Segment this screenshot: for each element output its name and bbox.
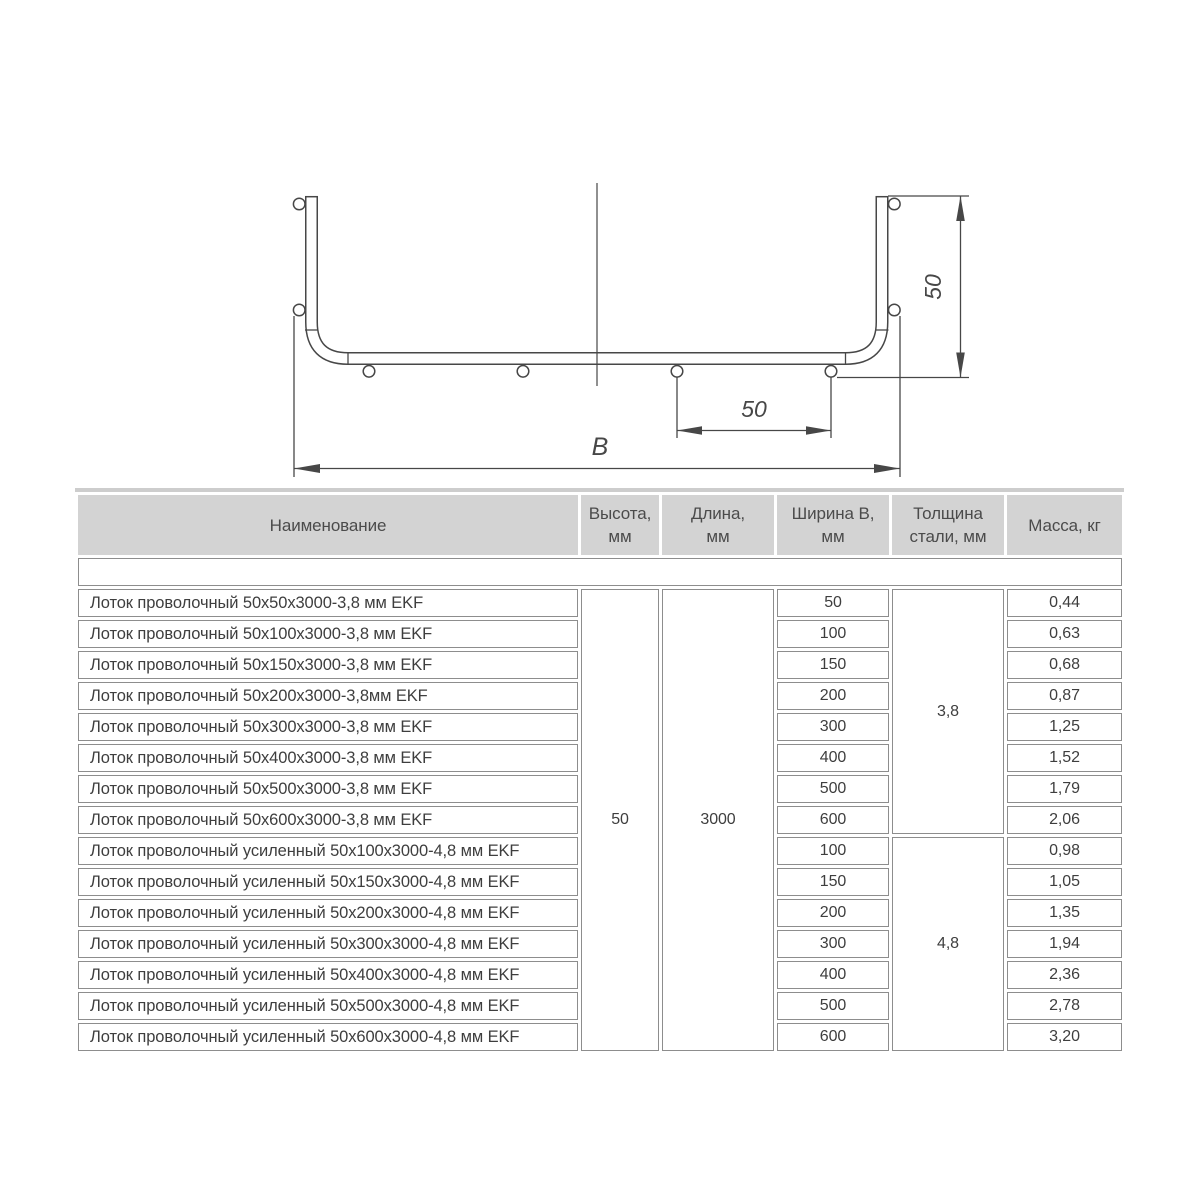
cell-width: 300 [777,930,889,958]
col-header-width: Ширина В, мм [777,495,889,555]
wire-left-mid [293,304,305,316]
cell-name: Лоток проволочный 50х500х3000-3,8 мм EKF [78,775,578,803]
cell-width: 200 [777,899,889,927]
cell-mass: 1,35 [1007,899,1122,927]
cell-mass: 2,36 [1007,961,1122,989]
cell-mass: 0,44 [1007,589,1122,617]
height-dim-label: 50 [920,274,946,300]
cell-mass: 0,68 [1007,651,1122,679]
cell-mass: 1,79 [1007,775,1122,803]
cell-mass: 1,25 [1007,713,1122,741]
col-header-name: Наименование [78,495,578,555]
bottom-wire-4 [825,366,837,378]
cell-width: 200 [777,682,889,710]
cell-mass: 0,87 [1007,682,1122,710]
cell-width: 600 [777,806,889,834]
cell-width: 100 [777,837,889,865]
header-row [78,495,1122,555]
tray-cross-section-drawing [0,0,1200,500]
table-row [78,589,1122,617]
col-header-thickness: Толщина стали, мм [892,495,1004,555]
col-header-height: Высота, мм [581,495,659,555]
cell-width: 500 [777,992,889,1020]
cell-width: 400 [777,961,889,989]
cell-mass: 0,63 [1007,620,1122,648]
cell-thickness-merged-48: 4,8 [892,837,1004,1051]
cell-width: 500 [777,775,889,803]
cell-width: 100 [777,620,889,648]
cell-width: 50 [777,589,889,617]
wire-right-mid [889,304,901,316]
bottom-wire-2 [517,366,529,378]
cell-name: Лоток проволочный усиленный 50х150х3000-4,8 мм EKF [78,868,578,896]
bottom-wire-1 [363,366,375,378]
cell-width: 300 [777,713,889,741]
cell-name: Лоток проволочный 50х150х3000-3,8 мм EKF [78,651,578,679]
cell-name: Лоток проволочный 50х600х3000-3,8 мм EKF [78,806,578,834]
cell-width: 400 [777,744,889,772]
pitch-dim-label: 50 [741,396,767,422]
cell-width: 150 [777,868,889,896]
cell-name: Лоток проволочный 50х300х3000-3,8 мм EKF [78,713,578,741]
cell-name: Лоток проволочный 50х400х3000-3,8 мм EKF [78,744,578,772]
cell-mass: 2,78 [1007,992,1122,1020]
cell-mass: 3,20 [1007,1023,1122,1051]
spec-table [75,492,1125,1054]
cell-thickness-merged-38: 3,8 [892,589,1004,834]
cell-mass: 1,52 [1007,744,1122,772]
cell-mass: 2,06 [1007,806,1122,834]
width-dim-label: B [591,433,609,461]
rim-wire-left-top [293,198,305,210]
cell-name: Лоток проволочный усиленный 50х200х3000-4,8 мм EKF [78,899,578,927]
cell-width: 150 [777,651,889,679]
cell-name: Лоток проволочный усиленный 50х600х3000-4,8 мм EKF [78,1023,578,1051]
rim-wire-right-top [889,198,901,210]
cell-name: Лоток проволочный усиленный 50х300х3000-4,8 мм EKF [78,930,578,958]
cell-length-merged: 3000 [662,589,774,1051]
cell-name: Лоток проволочный усиленный 50х100х3000-4,8 мм EKF [78,837,578,865]
cell-name: Лоток проволочный 50х200х3000-3,8мм EKF [78,682,578,710]
col-header-length: Длина, мм [662,495,774,555]
cell-name: Лоток проволочный усиленный 50х400х3000-4,8 мм EKF [78,961,578,989]
cell-name: Лоток проволочный 50х100х3000-3,8 мм EKF [78,620,578,648]
cell-mass: 1,94 [1007,930,1122,958]
bottom-wire-3 [671,366,683,378]
cell-width: 600 [777,1023,889,1051]
cell-name: Лоток проволочный 50х50х3000-3,8 мм EKF [78,589,578,617]
height-dimension [837,196,969,378]
cell-name: Лоток проволочный усиленный 50х500х3000-4,8 мм EKF [78,992,578,1020]
cell-mass: 1,05 [1007,868,1122,896]
cell-mass: 0,98 [1007,837,1122,865]
col-header-mass: Масса, кг [1007,495,1122,555]
cell-height-merged: 50 [581,589,659,1051]
wire-pitch-dimension [677,378,831,439]
header-body-gap [78,558,1122,586]
